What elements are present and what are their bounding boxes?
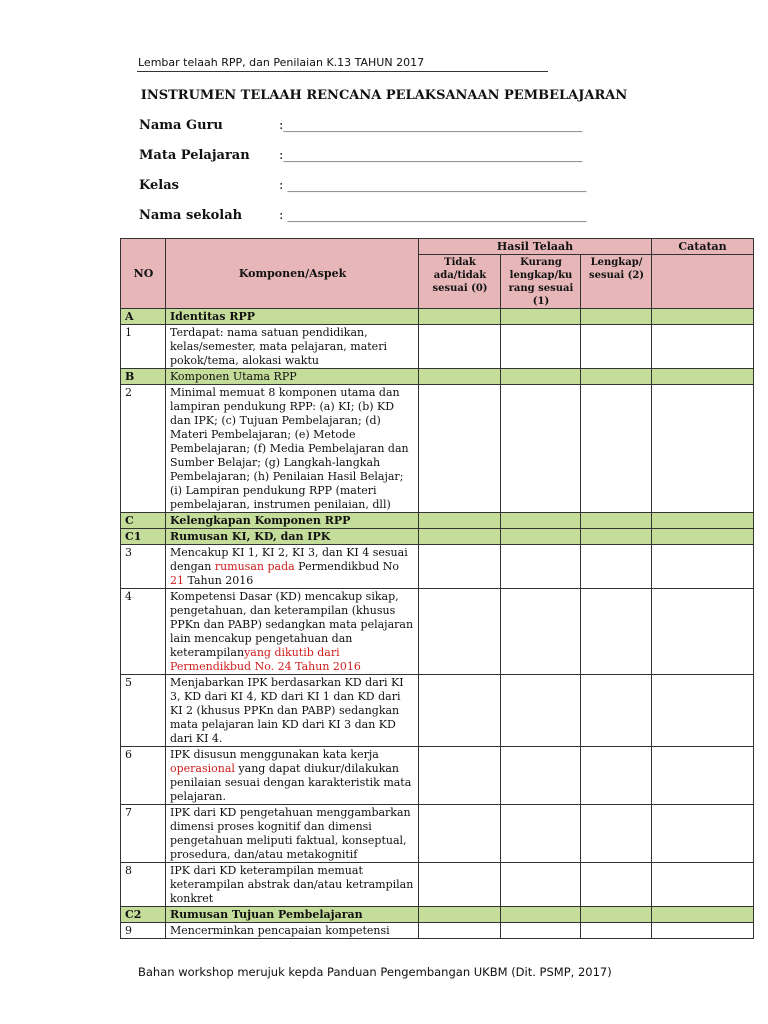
notes-cell[interactable] [652,805,754,863]
col-header-score-1: Kurang lengkap/ku rang sesuai (1) [501,255,581,309]
section-no: C2 [121,907,166,923]
score-cell[interactable] [581,545,652,589]
row-no: 6 [121,747,166,805]
table-row [121,805,754,863]
table-row [121,545,754,589]
row-text: Kompetensi Dasar (KD) mencakup sikap, pengetahuan, dan keterampilan (khusus PPKn dan PABP) sedangkan mata pelajaran lain mencakup pengetahuan dan keterampilanyang dikutib dari Permendikbud No. 24 Tahun 2016 [166,589,419,675]
section-label: Rumusan Tujuan Pembelajaran [166,907,419,923]
score-cell[interactable] [501,923,581,939]
row-no: 5 [121,675,166,747]
field-blank: : ______________________________________________ [279,178,587,193]
row-text: Minimal memuat 8 komponen utama dan lampiran pendukung RPP: (a) KI; (b) KD dan IPK; (c) Tujuan Pembelajaran; (d) Materi Pembelajaran; (e) Metode Pembelajaran; (f) Media Pembelajaran dan Sumber Belajar; (g) Langkah-langkah Pembelajaran; (h) Penilaian Hasil Belajar; (i) Lampiran pendukung RPP (materi pembelajaran, instrumen penilaian, dll) [166,385,419,513]
table-row [121,589,754,675]
row-no: 8 [121,863,166,907]
table-row [121,385,754,513]
section-no: C [121,513,166,529]
score-cell[interactable] [501,863,581,907]
section-row-c [121,513,754,529]
table-row [121,747,754,805]
score-cell[interactable] [419,805,501,863]
col-header-score-0: Tidak ada/tidak sesuai (0) [419,255,501,309]
section-row-b [121,369,754,385]
col-header-component: Komponen/Aspek [166,239,419,309]
row-no: 9 [121,923,166,939]
section-row-c1 [121,529,754,545]
score-cell[interactable] [501,589,581,675]
section-row-c2 [121,907,754,923]
notes-cell[interactable] [652,385,754,513]
col-header-score-2: Lengkap/ sesuai (2) [581,255,652,309]
score-cell[interactable] [581,747,652,805]
notes-cell[interactable] [652,589,754,675]
highlight-text: rumusan pada [214,560,295,573]
score-cell[interactable] [581,589,652,675]
score-cell[interactable] [581,675,652,747]
section-label: Identitas RPP [166,309,419,325]
row-text: Menjabarkan IPK berdasarkan KD dari KI 3, KD dari KI 4, KD dari KI 1 dan KD dari KI 2 (khusus PPKn dan PABP) sedangkan mata pelajaran lain KD dari KI 3 dan KD dari KI 4. [166,675,419,747]
field-blank: :______________________________________________ [279,118,583,133]
score-cell[interactable] [419,675,501,747]
score-cell[interactable] [419,747,501,805]
document-header: Lembar telaah RPP, dan Penilaian K.13 TAHUN 2017 [138,56,425,69]
score-cell[interactable] [501,675,581,747]
score-cell[interactable] [501,385,581,513]
row-text: IPK dari KD keterampilan memuat keterampilan abstrak dan/atau ketrampilan konkret [166,863,419,907]
notes-cell[interactable] [652,325,754,369]
notes-cell[interactable] [652,675,754,747]
table-row [121,863,754,907]
score-cell[interactable] [581,325,652,369]
col-header-no: NO [121,239,166,309]
notes-cell[interactable] [652,747,754,805]
highlight-text: yang dikutib dari Permendikbud No. 24 Tahun 2016 [170,646,361,673]
table-row [121,325,754,369]
notes-cell[interactable] [652,545,754,589]
score-cell[interactable] [419,589,501,675]
document-title: INSTRUMEN TELAAH RENCANA PELAKSANAAN PEMBELAJARAN [140,88,628,103]
score-cell[interactable] [501,747,581,805]
field-blank: :______________________________________________ [279,148,583,163]
field-label: Nama sekolah [139,208,243,223]
score-cell[interactable] [501,545,581,589]
col-header-catatan: Catatan [652,239,754,255]
catatan-subheader-cell [652,255,754,309]
score-cell[interactable] [581,863,652,907]
table-header-row [121,239,754,255]
score-cell[interactable] [419,545,501,589]
section-label: Komponen Utama RPP [166,369,419,385]
row-no: 3 [121,545,166,589]
row-text: Mencakup KI 1, KI 2, KI 3, dan KI 4 sesuai dengan rumusan pada Permendikbud No 21 Tahun 2016 [166,545,419,589]
row-text: IPK dari KD pengetahuan menggambarkan dimensi proses kognitif dan dimensi pengetahuan meliputi faktual, konseptual, prosedura, dan/atau metakognitif [166,805,419,863]
highlight-text: 21 [170,574,184,587]
field-blank: : ______________________________________________ [279,208,587,223]
row-no: 7 [121,805,166,863]
notes-cell[interactable] [652,863,754,907]
highlight-text: operasional [170,762,235,775]
telaah-table [120,238,754,939]
document-footer: Bahan workshop merujuk kepda Panduan Pengembangan UKBM (Dit. PSMP, 2017) [138,965,612,979]
score-cell[interactable] [501,325,581,369]
section-no: B [121,369,166,385]
row-no: 1 [121,325,166,369]
score-cell[interactable] [419,385,501,513]
table-row [121,675,754,747]
table-row [121,923,754,939]
row-no: 4 [121,589,166,675]
row-no: 2 [121,385,166,513]
field-label: Nama Guru [139,118,223,133]
score-cell[interactable] [581,385,652,513]
row-text: Mencerminkan pencapaian kompetensi [166,923,419,939]
col-header-hasil-telaah: Hasil Telaah [419,239,652,255]
section-row-a [121,309,754,325]
field-label: Kelas [139,178,179,193]
header-divider [137,71,548,72]
section-no: A [121,309,166,325]
notes-cell[interactable] [652,923,754,939]
field-label: Mata Pelajaran [139,148,250,163]
score-cell[interactable] [419,325,501,369]
section-label: Kelengkapan Komponen RPP [166,513,419,529]
score-cell[interactable] [419,863,501,907]
section-label: Rumusan KI, KD, dan IPK [166,529,419,545]
score-cell[interactable] [419,923,501,939]
row-text: Terdapat: nama satuan pendidikan, kelas/semester, mata pelajaran, materi pokok/tema, alokasi waktu [166,325,419,369]
row-text: IPK disusun menggunakan kata kerja operasional yang dapat diukur/dilakukan penilaian sesuai dengan karakteristik mata pelajaran. [166,747,419,805]
score-cell[interactable] [581,923,652,939]
score-cell[interactable] [581,805,652,863]
score-cell[interactable] [501,805,581,863]
section-no: C1 [121,529,166,545]
